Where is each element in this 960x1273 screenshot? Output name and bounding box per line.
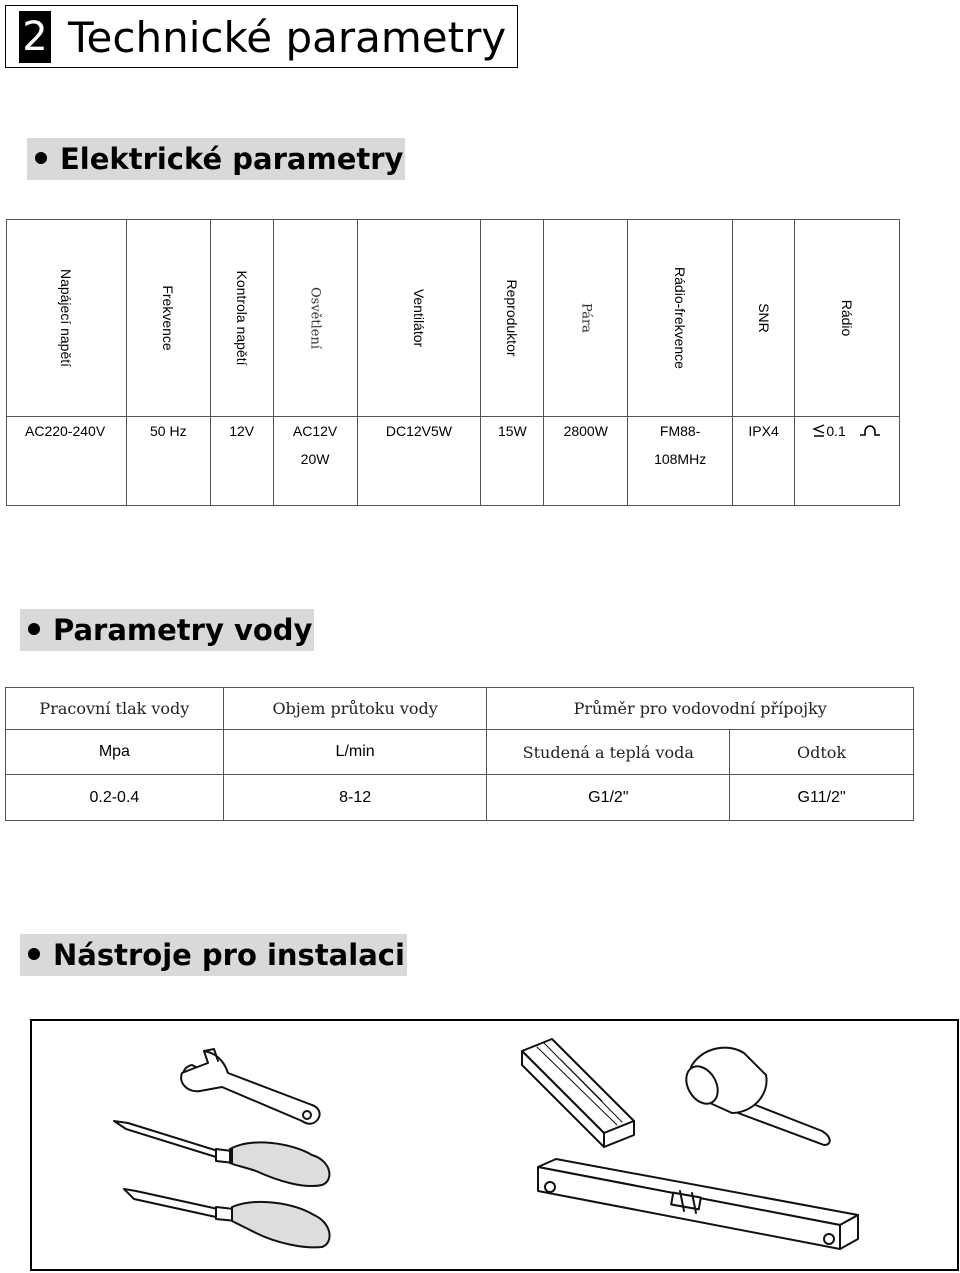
value-line: 0.1 (826, 423, 846, 439)
value-line: 15W (497, 423, 527, 439)
water-table (5, 687, 914, 821)
unit-flow: L/min (223, 730, 487, 775)
value-line: 108MHz (654, 451, 707, 467)
electrical-value-row (7, 417, 900, 506)
section-title: Technické parametry (68, 13, 507, 62)
header-text: SNR (755, 303, 772, 333)
tools-heading (20, 934, 407, 976)
value-line: DC12V5W (385, 423, 453, 439)
electrical-table (6, 219, 900, 506)
mallet-icon (680, 1048, 830, 1145)
header-cell (544, 220, 628, 417)
value-cell (126, 417, 210, 506)
value-flow: 8-12 (223, 775, 487, 821)
header-cell (273, 220, 357, 417)
header-diameter: Průměr pro vodovodní přípojky (487, 688, 914, 730)
value-line: AC220-240V (25, 423, 106, 439)
water-header-row (6, 688, 914, 730)
header-flow: Objem průtoku vody (223, 688, 487, 730)
header-cell (357, 220, 481, 417)
header-text: Frekvence (160, 285, 177, 351)
value-cell (273, 417, 357, 506)
header-pressure: Pracovní tlak vody (6, 688, 224, 730)
header-text: Rádio (839, 299, 855, 337)
value-cell (795, 417, 900, 506)
value-cell (210, 417, 273, 506)
unit-cold-hot: Studená a teplá voda (487, 730, 730, 775)
value-cell (481, 417, 544, 506)
header-text: Rádio-frekvence (672, 267, 689, 369)
value-line: 2800W (563, 423, 608, 439)
value-cell (7, 417, 127, 506)
unit-pressure: Mpa (6, 730, 224, 775)
value-cell (628, 417, 733, 506)
value-drain: G11/2" (730, 775, 914, 821)
value-cell (544, 417, 628, 506)
value-cell (733, 417, 795, 506)
header-cell (481, 220, 544, 417)
electrical-heading-text: Elektrické parametry (60, 142, 404, 176)
screwdriver-icon (114, 1121, 329, 1186)
wrench-icon (181, 1049, 320, 1124)
header-cell (733, 220, 795, 417)
tools-illustration (30, 1019, 959, 1271)
value-line: AC12V (292, 423, 338, 439)
screwdriver-icon (124, 1189, 330, 1247)
header-text: Osvětlení (307, 287, 323, 349)
bullet-icon (28, 623, 40, 635)
page-title (5, 5, 518, 68)
value-cell (357, 417, 481, 506)
tools-heading-text: Nástroje pro instalaci (53, 938, 405, 972)
value-line: FM88- (659, 423, 701, 439)
water-unit-row (6, 730, 914, 775)
value-cold-hot: G1/2" (487, 775, 730, 821)
water-value-row (6, 775, 914, 821)
header-cell (7, 220, 127, 417)
wood-block-icon (522, 1039, 634, 1147)
section-number: 2 (19, 11, 51, 63)
header-text: Pára (578, 303, 594, 333)
spirit-level-icon (538, 1159, 858, 1249)
header-cell (210, 220, 273, 417)
value-line: 50 Hz (150, 423, 187, 439)
bullet-icon (28, 948, 40, 960)
unit-drain: Odtok (730, 730, 914, 775)
water-heading-text: Parametry vody (53, 613, 313, 647)
header-cell (628, 220, 733, 417)
less-or-equal-icon (812, 423, 826, 437)
value-line: IPX4 (748, 423, 779, 439)
electrical-heading (27, 138, 405, 180)
header-text: Reproduktor (504, 279, 521, 357)
value-line: 20W (300, 451, 330, 467)
header-text: Napájecí napětí (58, 268, 75, 368)
value-line: 12V (229, 423, 255, 439)
header-cell (126, 220, 210, 417)
electrical-header-row (7, 220, 900, 417)
ohm-icon (858, 423, 882, 437)
water-heading (20, 609, 314, 651)
header-text: Ventilátor (410, 288, 427, 348)
header-text: Kontrola napětí (233, 270, 250, 366)
value-pressure: 0.2-0.4 (6, 775, 224, 821)
bullet-icon (35, 152, 47, 164)
header-cell (795, 220, 900, 417)
